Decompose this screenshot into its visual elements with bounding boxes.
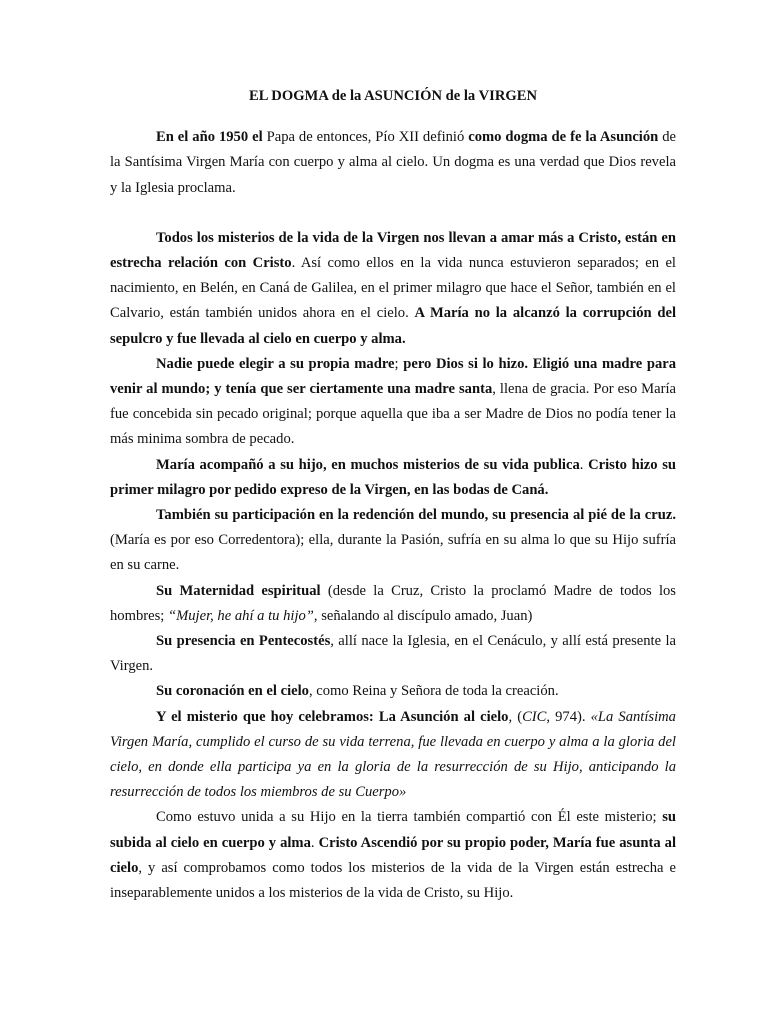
- paragraph-9: [110, 705, 676, 806]
- p2-bold-2: A María no la alcanzó la corrupción del sepulcro y fue llevada al cielo en cuerpo y alma.: [110, 305, 676, 347]
- p1-bold-1: En el año 1950 el: [156, 129, 263, 146]
- p5-bold-1: También su participación en la redención del mundo, su presencia al pié de la cruz.: [156, 507, 676, 524]
- p3-text-2: , llena de gracia. Por eso María fue concebida sin pecado original; porque aquella que iba a ser Madre de Dios no podía tener la más minima sombra de pecado.: [110, 381, 676, 448]
- paragraph-4: [110, 453, 676, 503]
- paragraph-7: [110, 629, 676, 679]
- p4-bold-2: Cristo hizo su primer milagro por pedido expreso de la Virgen, en las bodas de Caná.: [110, 456, 677, 498]
- p1-bold-2: como dogma de fe la Asunción: [468, 129, 659, 146]
- p5-text-1: (María es por eso Corredentora); ella, durante la Pasión, sufría en su alma lo que su Hijo sufría en su carne.: [110, 532, 676, 574]
- p6-bold-1: Su Maternidad espiritual: [156, 582, 321, 599]
- paragraph-6: [110, 579, 676, 629]
- p3-text-1: ;: [394, 355, 404, 372]
- p10-text-3: , y así comprobamos como todos los misterios de la vida de la Virgen están estrecha e inseparablemente unidos a los misterios de la vida de Cristo, su Hijo.: [110, 859, 676, 902]
- p6-text-2: , señalando al discípulo amado, Juan): [313, 607, 533, 624]
- p10-text-1: Como estuvo unida a su Hijo en la tierra también compartió con Él este misterio;: [156, 809, 663, 826]
- p9-italic-2: «La Santísima Virgen María, cumplido el curso de su vida terrena, fue llevada en cuerpo y alma a la gloria del cielo, en donde ella participa ya en la gloria de la resurrección de su Hijo, anticipando la resurrección de todos los miembros de su Cuerpo»: [110, 708, 676, 801]
- p2-text-1: . Así como ellos en la vida nunca estuvieron separados; en el nacimiento, en Belén, en Caná de Galilea, en el primer milagro que hace el Señor, también en el Calvario, están también unidos ahora en el cielo.: [110, 255, 676, 322]
- p3-bold-1: Nadie puede elegir a su propia madre: [156, 355, 395, 372]
- p9-text-2: , 974).: [546, 708, 591, 725]
- document-page: [110, 84, 676, 906]
- p4-text-1: .: [579, 456, 589, 473]
- p7-bold-1: Su presencia en Pentecostés: [156, 633, 331, 650]
- paragraph-1: [110, 125, 676, 201]
- p7-text-1: , allí nace la Iglesia, en el Cenáculo, y allí está presente la Virgen.: [110, 633, 676, 675]
- p1-text-2: de la Santísima Virgen María con cuerpo y alma al cielo. Un dogma es una verdad que Dios revela y la Iglesia proclama.: [110, 129, 677, 196]
- paragraph-10: [110, 805, 676, 906]
- paragraph-3: [110, 352, 676, 453]
- p3-bold-2: pero Dios si lo hizo. Eligió una madre para venir al mundo; y tenía que ser ciertamente una madre santa: [110, 355, 677, 398]
- document-title: EL DOGMA de la ASUNCIÓN de la VIRGEN: [249, 88, 537, 104]
- p9-italic-1: CIC: [522, 708, 547, 725]
- p6-italic-1: “Mujer, he ahí a tu hijo”: [167, 607, 314, 624]
- p6-text-1: (desde la Cruz, Cristo la proclamó Madre de todos los hombres;: [110, 582, 676, 624]
- paragraph-2: [110, 226, 676, 352]
- p8-bold-1: Su coronación en el cielo: [156, 683, 309, 700]
- p8-text-1: , como Reina y Señora de toda la creación.: [308, 683, 559, 700]
- p9-text-1: , (: [508, 708, 523, 725]
- paragraph-8: [110, 679, 676, 704]
- paragraph-5: [110, 503, 676, 579]
- p10-bold-2: Cristo Ascendió por su propio poder, María fue asunta al cielo: [110, 834, 677, 876]
- p10-text-2: .: [310, 834, 319, 851]
- p9-bold-1: Y el misterio que hoy celebramos: La Asunción al cielo: [156, 708, 509, 725]
- paragraph-gap: [110, 201, 676, 226]
- p4-bold-1: María acompañó a su hijo, en muchos misterios de su vida publica: [156, 456, 580, 473]
- p1-text-1: Papa de entonces, Pío XII definió: [262, 129, 469, 146]
- p2-bold-1: Todos los misterios de la vida de la Virgen nos llevan a amar más a Cristo, están en estrecha relación con Cristo: [110, 229, 676, 272]
- p10-bold-1: su subida al cielo en cuerpo y alma: [110, 809, 676, 851]
